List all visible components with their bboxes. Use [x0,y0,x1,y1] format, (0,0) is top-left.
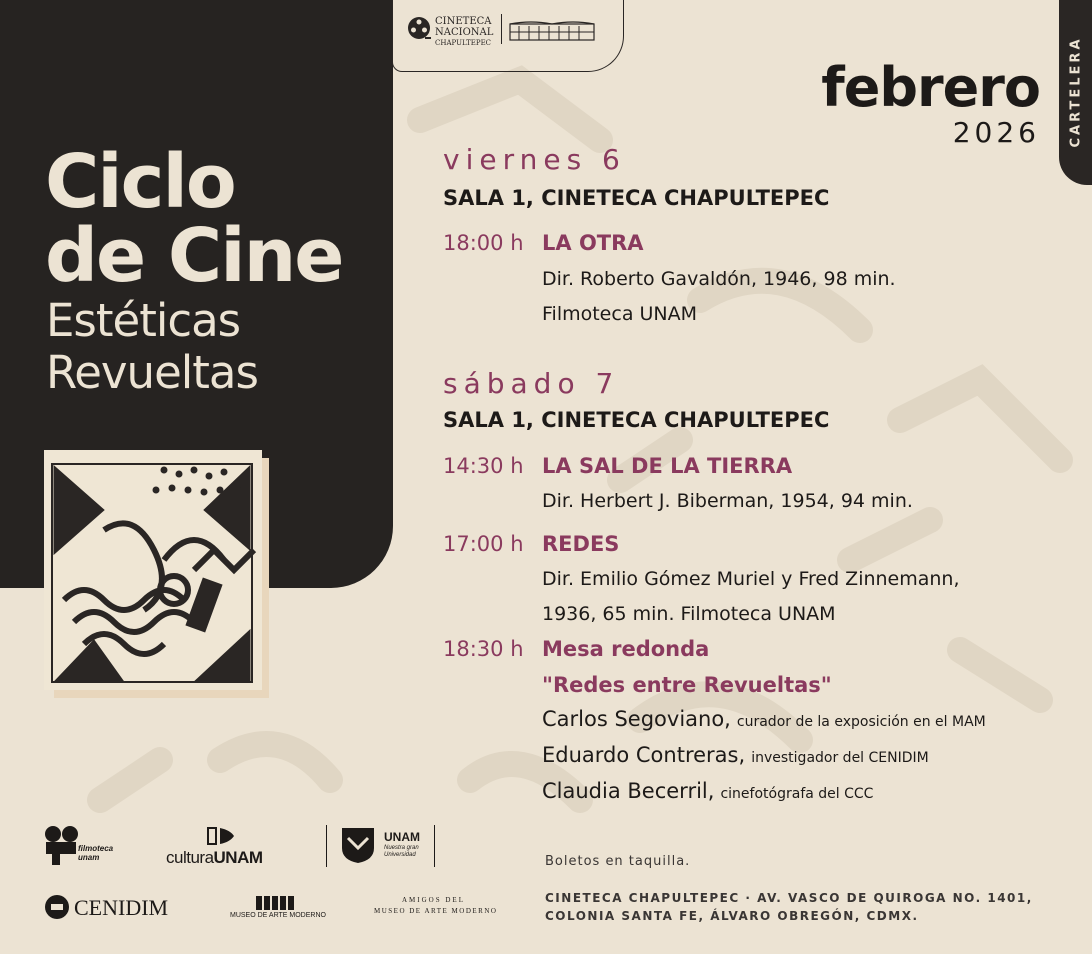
participant [542,707,986,734]
cycle-title-line1: Ciclo [45,139,235,225]
participant [542,779,873,806]
film-details: 1936, 65 min. Filmoteca UNAM [542,603,836,625]
cultura-unam-logo: culturaUNAM [166,826,286,868]
participant-role: investigador del CENIDIM [751,750,929,766]
cultura-icon [206,826,238,846]
day-label-friday: viernes 6 [443,143,626,176]
museum-icon [256,894,296,910]
cartelera-label: CARTELERA [1068,36,1084,148]
film-details: Dir. Emilio Gómez Muriel y Fred Zinnemann, [542,568,960,590]
screening-time: 17:00 h [443,532,524,556]
unam-shield-icon [340,826,376,864]
year-label: 2026 [952,116,1040,149]
film-title: REDES [542,532,620,556]
film-title: LA SAL DE LA TIERRA [542,454,793,478]
artwork-image [44,450,269,698]
participant-name: Eduardo Contreras, [542,743,746,767]
cenidim-icon [44,894,70,920]
screening-time: 14:30 h [443,454,524,478]
participant-role: curador de la exposición en el MAM [736,714,986,730]
logo-divider [501,14,502,44]
participant-role: cinefotógrafa del CCC [720,786,874,802]
venue-saturday: SALA 1, CINETECA CHAPULTEPEC [443,408,830,432]
tickets-note: Boletos en taquilla. [545,854,691,869]
filmoteca-logo: filmoteca unam [44,826,124,868]
participant [542,743,929,770]
logo-divider [326,825,327,867]
amigos-mam-logo: AMIGOS DEL MUSEO DE ARTE MODERNO [374,896,498,915]
camera-icon [44,826,82,866]
film-reel-icon [407,16,431,40]
venue-friday: SALA 1, CINETECA CHAPULTEPEC [443,186,830,210]
cineteca-logo-tab [392,0,624,72]
cycle-title-line2: de Cine [45,213,343,299]
mam-logo: MUSEO DE ARTE MODERNO [230,894,340,924]
cycle-subtitle-line2: Revueltas [46,346,258,399]
film-title: LA OTRA [542,231,644,255]
screening-time: 18:00 h [443,231,524,255]
logo-divider [434,825,435,867]
day-label-saturday: sábado 7 [443,367,620,400]
panel-title: Mesa redonda [542,637,710,661]
building-icon [509,20,595,42]
venue-address: CINETECA CHAPULTEPEC · AV. VASCO DE QUIROGA NO. 1401, COLONIA SANTA FE, ÁLVARO OBREGÓN, CDMX. [545,891,1033,923]
cycle-subtitle-line1: Estéticas [46,294,241,347]
panel-subtitle: "Redes entre Revueltas" [542,673,832,697]
participant-name: Claudia Becerril, [542,779,715,803]
panel-time: 18:30 h [443,637,524,661]
cineteca-logo-text: CINETECA NACIONAL CHAPULTEPEC [435,16,494,47]
film-details: Dir. Herbert J. Biberman, 1954, 94 min. [542,490,913,512]
participant-name: Carlos Segoviano, [542,707,731,731]
film-details: Dir. Roberto Gavaldón, 1946, 98 min. [542,268,896,290]
cartelera-side-tab [1059,0,1092,185]
film-details: Filmoteca UNAM [542,303,698,325]
month-label: febrero [821,56,1040,119]
unam-logo: UNAM Nuestra gran Universidad [340,826,432,868]
cenidim-logo: CENIDIM [44,894,194,924]
